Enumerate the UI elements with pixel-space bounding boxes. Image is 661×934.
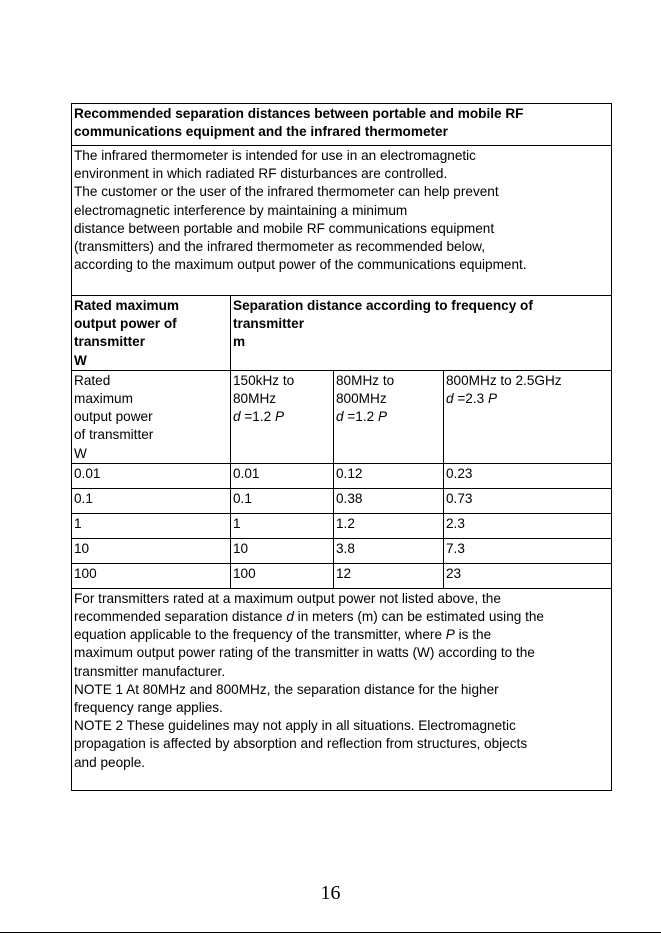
header-line: transmitter <box>74 334 146 350</box>
table-cell: 0.38 <box>334 488 444 513</box>
note-fragment: recommended separation distance <box>74 609 287 625</box>
note-line: NOTE 2 These guidelines may not apply in all situations. Electromagnetic <box>74 718 516 734</box>
table-cell: 3.8 <box>334 538 444 563</box>
subheader-line: output power <box>74 409 153 425</box>
table-cell: 0.1 <box>231 488 334 513</box>
band-150khz-80mhz-header <box>231 370 334 463</box>
table-cell: 0.73 <box>444 488 612 513</box>
formula-coefficient: =1.2 <box>240 409 275 425</box>
table-cell: 0.01 <box>72 463 231 488</box>
table-cell: 7.3 <box>444 538 612 563</box>
subheader-row <box>72 370 612 463</box>
formula-coefficient: =2.3 <box>453 391 488 407</box>
band-line: 150kHz to <box>233 372 295 388</box>
table-cell: 0.01 <box>231 463 334 488</box>
title-line: communications equipment and the infrared thermometer <box>74 124 448 140</box>
formula-coefficient: =1.2 <box>343 409 378 425</box>
subheader-line: of transmitter <box>74 427 154 443</box>
table-cell: 0.23 <box>444 463 612 488</box>
table-cell: 1 <box>72 513 231 538</box>
rated-power-subheader <box>72 370 231 463</box>
table-title-row <box>72 104 612 146</box>
note-fragment: equation applicable to the frequency of the transmitter, where <box>74 627 446 643</box>
band-formula <box>336 408 441 426</box>
band-line: 800MHz <box>336 391 387 407</box>
subheader-line: maximum <box>74 391 133 407</box>
intro-row <box>72 146 612 296</box>
subheader-line: W <box>74 445 87 461</box>
table-row <box>72 538 612 563</box>
header-line: m <box>233 334 246 350</box>
header-line: transmitter <box>233 316 305 332</box>
formula-d: d <box>446 391 454 407</box>
table-cell: 10 <box>231 538 334 563</box>
rated-power-header <box>72 296 231 371</box>
header-line: Rated maximum <box>74 298 180 313</box>
band-formula <box>446 390 609 408</box>
table-cell: 100 <box>231 563 334 588</box>
note-line <box>74 608 609 626</box>
table-row <box>72 463 612 488</box>
band-line: 80MHz to <box>336 372 395 388</box>
table-cell: 0.12 <box>334 463 444 488</box>
band-line: 80MHz <box>233 391 277 407</box>
intro-line: distance between portable and mobile RF communications equipment <box>74 220 495 236</box>
formula-p: P <box>274 409 285 425</box>
table-cell: 1 <box>231 513 334 538</box>
note-line: and people. <box>74 754 146 770</box>
intro-line: The infrared thermometer is intended for use in an electromagnetic <box>74 148 476 163</box>
intro-line: according to the maximum output power of the communications equipment. <box>74 257 527 273</box>
formula-p: P <box>487 391 498 407</box>
band-800mhz-2-5ghz-header <box>444 370 612 463</box>
separation-distance-header <box>231 296 612 371</box>
band-80mhz-800mhz-header <box>334 370 444 463</box>
bottom-rule <box>0 932 661 933</box>
formula-p: P <box>377 409 388 425</box>
title-line: Recommended separation distances between portable and mobile RF <box>74 106 524 121</box>
note-line <box>74 626 609 644</box>
intro-line: electromagnetic interference by maintaining a minimum <box>74 202 408 218</box>
intro-line: The customer or the user of the infrared thermometer can help prevent <box>74 184 499 200</box>
note-line: For transmitters rated at a maximum output power not listed above, the <box>74 590 501 606</box>
table-cell: 10 <box>72 538 231 563</box>
table-cell: 2.3 <box>444 513 612 538</box>
table-cell: 1.2 <box>334 513 444 538</box>
intro-line: (transmitters) and the infrared thermometer as recommended below, <box>74 239 486 255</box>
note-line: frequency range applies. <box>74 700 223 716</box>
band-formula <box>233 408 331 426</box>
table-row <box>72 563 612 588</box>
note-line: transmitter manufacturer. <box>74 663 226 679</box>
band-line: 800MHz to 2.5GHz <box>446 372 562 388</box>
intro-text <box>72 146 612 296</box>
table-cell: 12 <box>334 563 444 588</box>
note-line: maximum output power rating of the transmitter in watts (W) according to the <box>74 645 535 661</box>
notes-text <box>72 588 612 790</box>
header-line: W <box>74 352 87 368</box>
formula-d: d <box>336 409 344 425</box>
page-number: 16 <box>320 882 341 904</box>
table-cell: 23 <box>444 563 612 588</box>
separation-distance-table <box>71 103 612 791</box>
subheader-line: Rated <box>74 372 111 388</box>
notes-row <box>72 588 612 790</box>
note-line: NOTE 1 At 80MHz and 800MHz, the separation distance for the higher <box>74 681 499 697</box>
note-variable-p: P <box>445 627 455 643</box>
note-variable-d: d <box>286 609 294 625</box>
table-title <box>72 104 612 146</box>
column-header-row <box>72 296 612 371</box>
header-line: Separation distance according to frequency of <box>233 298 533 313</box>
table-row <box>72 513 612 538</box>
formula-d: d <box>233 409 241 425</box>
note-line: propagation is affected by absorption and reflection from structures, objects <box>74 736 528 752</box>
header-line: output power of <box>74 316 177 332</box>
note-fragment: in meters (m) can be estimated using the <box>293 609 544 625</box>
intro-line: environment in which radiated RF disturbances are controlled. <box>74 166 448 182</box>
note-fragment: is the <box>454 627 492 643</box>
table-cell: 100 <box>72 563 231 588</box>
table-cell: 0.1 <box>72 488 231 513</box>
table-row <box>72 488 612 513</box>
